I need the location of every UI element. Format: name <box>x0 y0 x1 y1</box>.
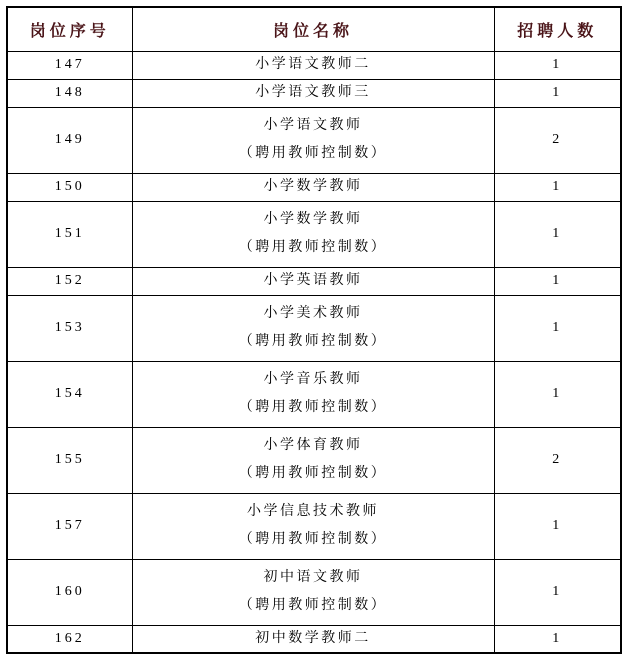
position-name-lines <box>137 428 490 493</box>
table-row <box>7 173 621 201</box>
recruit-count-cell: 1 <box>494 361 621 427</box>
position-name-lines <box>137 80 490 107</box>
position-name-cell <box>132 51 494 79</box>
position-name-cell <box>132 493 494 559</box>
table-row <box>7 267 621 295</box>
position-name-lines <box>137 494 490 559</box>
recruit-count-cell: 1 <box>494 79 621 107</box>
recruit-count-cell: 2 <box>494 107 621 173</box>
position-name-lines <box>137 174 490 201</box>
position-name-text: 小学语文教师三 <box>255 85 371 100</box>
table-row <box>7 201 621 267</box>
position-name-cell <box>132 361 494 427</box>
position-name-lines <box>137 52 490 79</box>
position-name-text: 初中数学教师二 <box>255 630 371 646</box>
position-name-text: 小学数学教师 <box>263 212 363 228</box>
recruit-count-cell: 2 <box>494 427 621 493</box>
position-name-lines <box>137 362 490 427</box>
table-row <box>7 51 621 79</box>
position-name-cell <box>132 107 494 173</box>
position-number-cell: 149 <box>7 107 132 173</box>
position-number-cell: 148 <box>7 79 132 107</box>
recruit-count-cell: 1 <box>494 173 621 201</box>
recruit-count-cell: 1 <box>494 267 621 295</box>
position-name-lines <box>137 108 490 173</box>
table-row <box>7 493 621 559</box>
position-name-text: 小学信息技术教师 <box>247 504 379 520</box>
position-name-note: （聘用教师控制数） <box>238 333 388 349</box>
position-name-cell <box>132 427 494 493</box>
table-header <box>7 7 621 51</box>
table-row <box>7 295 621 361</box>
position-name-cell <box>132 625 494 653</box>
position-name-note: （聘用教师控制数） <box>238 531 388 547</box>
position-number-cell: 150 <box>7 173 132 201</box>
job-positions-table <box>6 6 622 654</box>
position-name-note: （聘用教师控制数） <box>238 597 388 613</box>
position-name-note: （聘用教师控制数） <box>238 145 388 161</box>
position-number-cell: 157 <box>7 493 132 559</box>
table-row <box>7 559 621 625</box>
table-body <box>7 51 621 653</box>
position-number-cell: 152 <box>7 267 132 295</box>
position-number-cell: 155 <box>7 427 132 493</box>
position-number-cell: 160 <box>7 559 132 625</box>
position-name-cell <box>132 173 494 201</box>
position-name-cell <box>132 79 494 107</box>
position-name-text: 小学体育教师 <box>263 438 363 454</box>
position-name-note: （聘用教师控制数） <box>238 465 388 481</box>
recruit-count-cell: 1 <box>494 559 621 625</box>
position-name-lines <box>137 202 490 267</box>
position-name-cell <box>132 559 494 625</box>
position-name-note: （聘用教师控制数） <box>238 399 388 415</box>
table-row <box>7 427 621 493</box>
table-row <box>7 107 621 173</box>
position-number-cell: 162 <box>7 625 132 653</box>
position-name-text: 小学英语教师 <box>263 273 363 288</box>
position-number-cell: 153 <box>7 295 132 361</box>
recruit-count-cell: 1 <box>494 493 621 559</box>
table-row <box>7 625 621 653</box>
column-header-position-number: 岗位序号 <box>7 7 132 51</box>
position-name-cell <box>132 295 494 361</box>
position-name-text: 小学美术教师 <box>263 306 363 322</box>
position-name-text: 小学音乐教师 <box>263 372 363 388</box>
position-name-lines <box>137 560 490 625</box>
position-name-lines <box>137 268 490 295</box>
recruit-count-cell: 1 <box>494 295 621 361</box>
position-number-cell: 154 <box>7 361 132 427</box>
position-name-text: 初中语文教师 <box>263 570 363 586</box>
header-row <box>7 7 621 51</box>
column-header-position-name: 岗位名称 <box>132 7 494 51</box>
table-row <box>7 361 621 427</box>
position-number-cell: 147 <box>7 51 132 79</box>
position-name-cell <box>132 201 494 267</box>
position-number-cell: 151 <box>7 201 132 267</box>
recruit-count-cell: 1 <box>494 625 621 653</box>
position-name-note: （聘用教师控制数） <box>238 239 388 255</box>
position-name-text: 小学语文教师二 <box>255 57 371 72</box>
table-row <box>7 79 621 107</box>
position-name-text: 小学数学教师 <box>263 179 363 194</box>
position-name-lines <box>137 626 490 653</box>
recruit-count-cell: 1 <box>494 201 621 267</box>
position-name-text: 小学语文教师 <box>263 118 363 134</box>
position-name-lines <box>137 296 490 361</box>
position-name-cell <box>132 267 494 295</box>
recruit-count-cell: 1 <box>494 51 621 79</box>
column-header-recruit-count: 招聘人数 <box>494 7 621 51</box>
